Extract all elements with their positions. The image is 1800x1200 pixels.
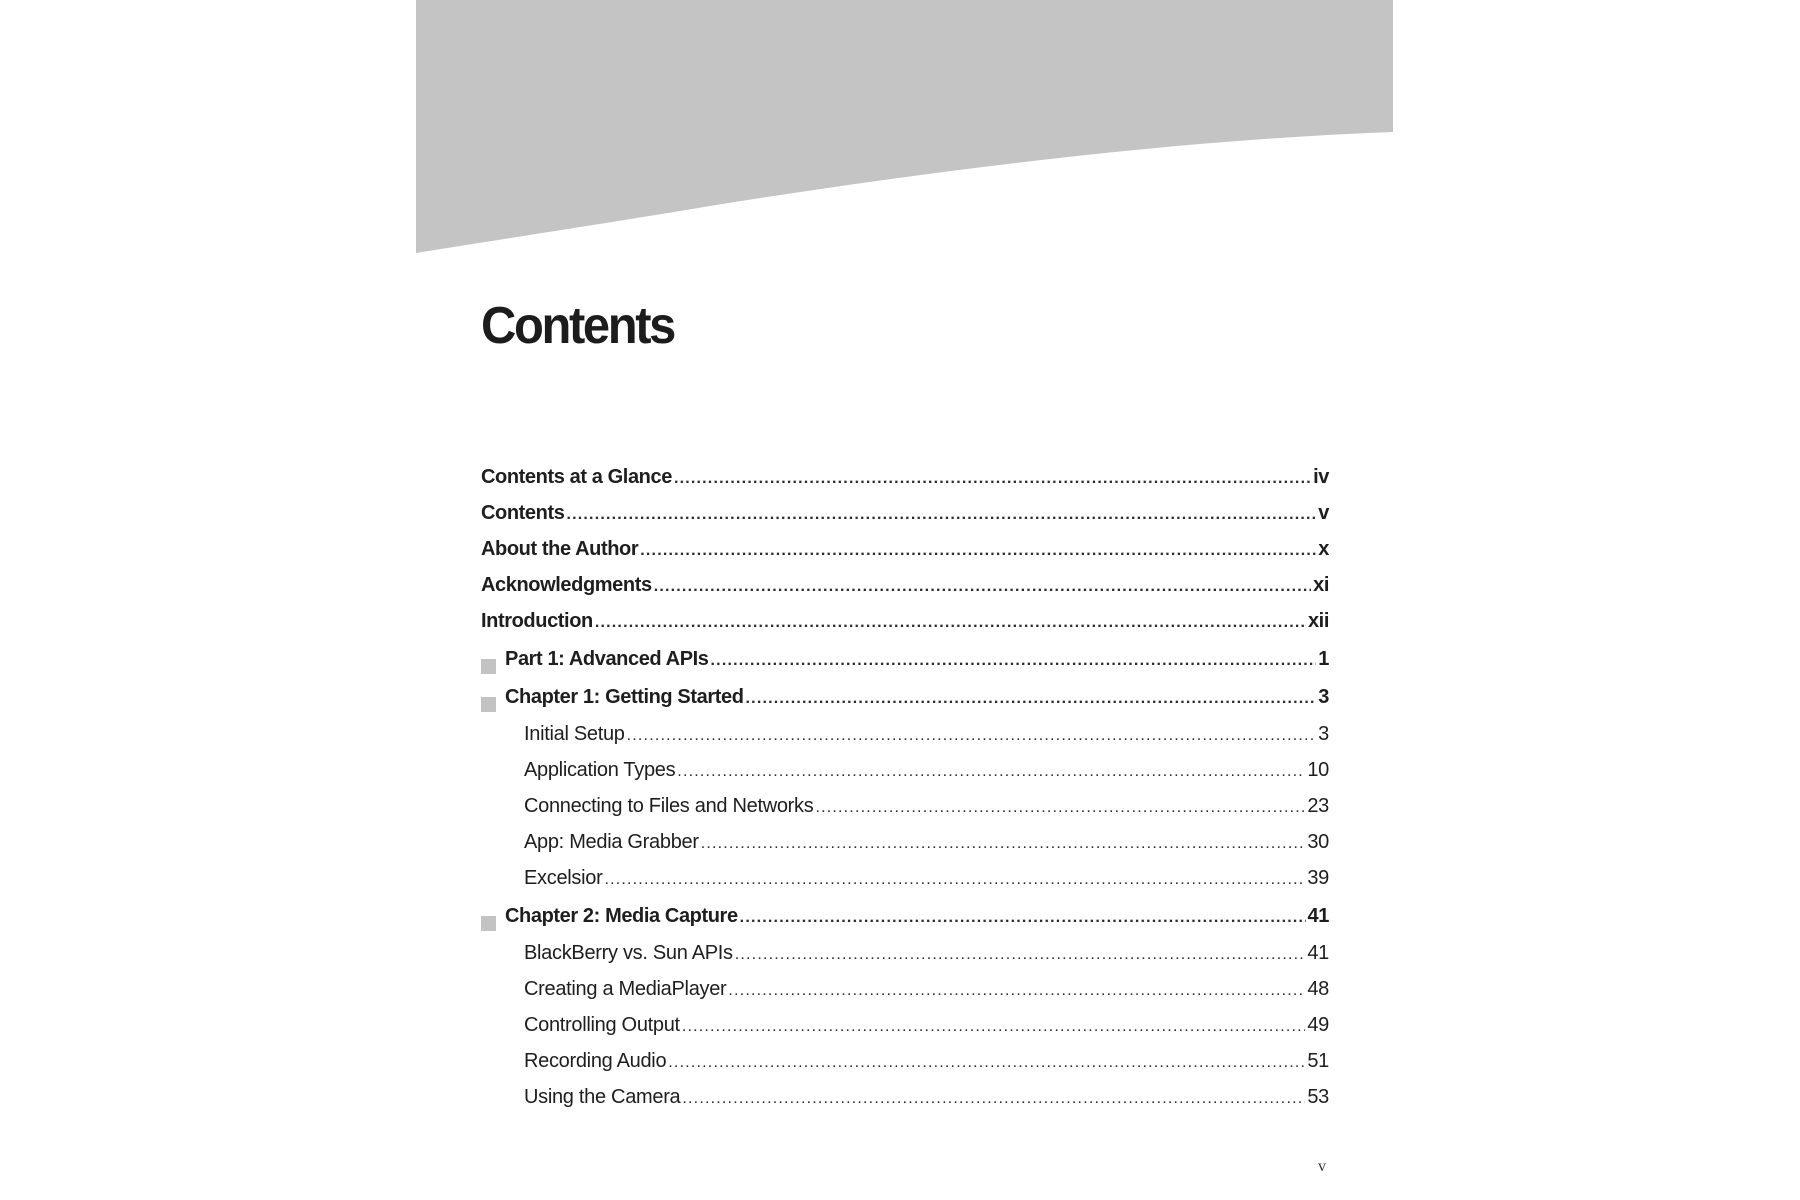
toc-page-number: 3 [1318,723,1329,745]
toc-entry-label: Recording Audio [524,1050,667,1072]
toc-subentry[interactable] [481,759,1329,795]
dot-leader [604,871,1305,889]
dot-leader [728,982,1305,1000]
toc-entry-label: Application Types [524,759,676,781]
toc-page-number: xi [1313,574,1329,596]
toc-subentry[interactable] [481,942,1329,978]
toc-entry[interactable] [481,648,1329,684]
toc-entry-label: Using the Camera [524,1086,681,1108]
toc-entry[interactable] [481,466,1329,502]
dot-leader [682,1090,1305,1108]
toc-page-number: 41 [1307,905,1329,927]
toc-entry[interactable] [481,538,1329,574]
toc-page-number: 3 [1318,686,1329,708]
toc-entry-label: Excelsior [524,867,603,889]
toc-subentry[interactable] [481,723,1329,759]
dot-leader [677,763,1305,781]
toc-page-number: 30 [1307,831,1329,853]
toc-entry[interactable] [481,905,1329,941]
toc-entry-label: Contents at a Glance [481,466,672,488]
dot-leader [711,652,1317,670]
toc-entry-label: Acknowledgments [481,574,652,596]
toc-page-number: x [1318,538,1329,560]
toc-page-number: v [1318,502,1329,524]
dot-leader [640,542,1316,560]
toc-entry-label: BlackBerry vs. Sun APIs [524,942,733,964]
page-title: Contents [481,297,675,355]
page-folio: v [1318,1158,1326,1175]
dot-leader [735,946,1306,964]
toc-entry-label: Creating a MediaPlayer [524,978,727,1000]
toc-page-number: 23 [1307,795,1329,817]
dot-leader [674,470,1311,488]
toc-page-number: 48 [1307,978,1329,1000]
toc-page-number: 51 [1307,1050,1329,1072]
toc-subentry[interactable] [481,1014,1329,1050]
toc-subentry[interactable] [481,978,1329,1014]
toc-entry-label: Chapter 1: Getting Started [505,686,744,708]
toc-page-number: 41 [1307,942,1329,964]
toc-entry[interactable] [481,574,1329,610]
toc-subentry[interactable] [481,1050,1329,1086]
dot-leader [566,506,1316,524]
dot-leader [654,578,1311,596]
dot-leader [682,1018,1306,1036]
dot-leader [595,614,1306,632]
square-bullet-icon [481,916,496,931]
toc-subentry[interactable] [481,1086,1329,1122]
dot-leader [627,727,1317,745]
header-band-shape [416,0,1393,253]
dot-leader [746,690,1317,708]
toc-page-number: iv [1313,466,1329,488]
toc-page-number: xii [1307,610,1329,632]
dot-leader [740,909,1306,927]
dot-leader [668,1054,1305,1072]
toc-page-number: 39 [1307,867,1329,889]
toc-entry-label: Contents [481,502,565,524]
toc-subentry[interactable] [481,795,1329,831]
toc-page-number: 53 [1307,1086,1329,1108]
toc-entry-label: Introduction [481,610,593,632]
square-bullet-icon [481,659,496,674]
toc-page-number: 1 [1318,648,1329,670]
toc-entry-label: Initial Setup [524,723,625,745]
header-band [416,0,1393,255]
toc-entry[interactable] [481,610,1329,646]
toc-entry[interactable] [481,502,1329,538]
toc-entry-label: Controlling Output [524,1014,680,1036]
toc-entry-label: Connecting to Files and Networks [524,795,814,817]
toc-page-number: 10 [1307,759,1329,781]
toc-page-number: 49 [1307,1014,1329,1036]
dot-leader [815,799,1305,817]
toc-subentry[interactable] [481,831,1329,867]
toc-entry-label: Part 1: Advanced APIs [505,648,709,670]
toc-entry[interactable] [481,686,1329,722]
toc-entry-label: App: Media Grabber [524,831,699,853]
table-of-contents [481,466,1329,1122]
toc-entry-label: About the Author [481,538,639,560]
square-bullet-icon [481,697,496,712]
toc-subentry[interactable] [481,867,1329,903]
dot-leader [701,835,1306,853]
toc-entry-label: Chapter 2: Media Capture [505,905,738,927]
